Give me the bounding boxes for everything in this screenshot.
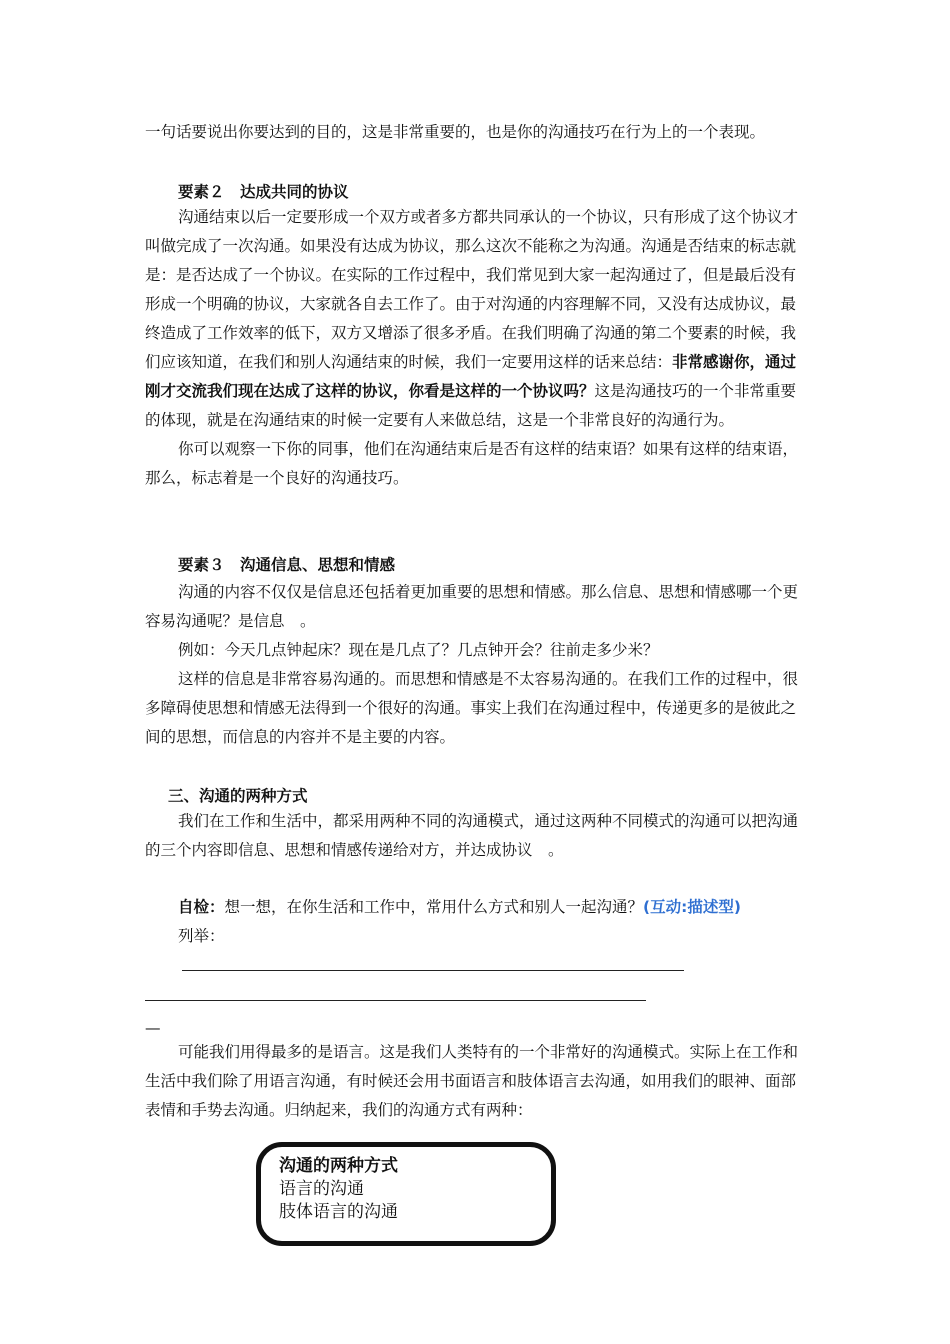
self-check-question: 想一想，在你生活和工作中，常用什么方式和别人一起沟通？ [224, 898, 644, 916]
section3-paragraph-1: 我们在工作和生活中，都采用两种不同的沟通模式，通过这两种不同模式的沟通可以把沟通的三个内容即信息、思想和情感传递给对方，并达成协议 。 [145, 812, 799, 859]
element3-paragraph-3: 这样的信息是非常容易沟通的。而思想和情感是不太容易沟通的。在我们工作的过程中，很多障碍使思想和情感无法得到一个很好的沟通。事实上我们在沟通过程中，传递更多的是彼此之间的思想，而信息的内容并不是主要的内容。 [145, 670, 799, 746]
self-check-question-line [145, 893, 810, 922]
self-check-label: 自检： [178, 898, 225, 916]
element2-p1-text-a: 沟通结束以后一定要形成一个双方或者多方都共同承认的一个协议，只有形成了这个协议才叫做完成了一次沟通。如果没有达成为协议，那么这次不能称之为沟通。沟通是否结束的标志就是：是否达成了一个协议。在实际的工作过程中，我们常见到大家一起沟通过了，但是最后没有形成一个明确的协议，大家就各自去工作了。由于对沟通的内容理解不同，又没有达成协议，最终造成了工作效率的低下，双方又增添了很多矛盾。在我们明确了沟通的第二个要素的时候，我们应该知道，在我们和别人沟通结束的时候，我们一定要用这样的话来总结： [145, 208, 799, 371]
element2-p1-bold: 非常感谢你，通过刚才交流我们现在达成了这样的协议，你看是这样的一个协议吗？ [145, 353, 797, 400]
box-title: 沟通的两种方式 [279, 1156, 398, 1176]
self-check [145, 893, 810, 951]
element2-body [145, 203, 810, 493]
section3-body [145, 807, 810, 865]
box-item-body-language: 肢体语言的沟通 [279, 1202, 398, 1222]
intro-paragraph [145, 118, 810, 147]
self-check-list-label: 列举： [178, 927, 225, 945]
box-item-verbal: 语言的沟通 [279, 1179, 364, 1199]
element2-paragraph-2: 你可以观察一下你的同事，他们在沟通结束后是否有这样的结束语？如果有这样的结束语，那么，标志着是一个良好的沟通技巧。 [145, 440, 799, 487]
element3-paragraph-2: 例如：今天几点钟起床？现在是几点了？几点钟开会？往前走多少米？ [178, 641, 659, 659]
two-methods-box [256, 1142, 556, 1246]
element3-body [145, 578, 810, 752]
answer-dash: — [145, 1019, 161, 1037]
conclusion-block [145, 1038, 810, 1125]
element3-paragraph-1: 沟通的内容不仅仅是信息还包括着更加重要的思想和情感。那么信息、思想和情感哪一个更容易沟通呢？是信息 。 [145, 583, 799, 630]
answer-line-2[interactable] [145, 1000, 646, 1001]
section3-heading: 三、沟通的两种方式 [168, 787, 308, 805]
answer-line-1[interactable] [182, 970, 684, 971]
element2-p1-text-b: 这是沟通技巧的一个非常重要的体现，就是在沟通结束的时候一定要有人来做总结，这是一个非常良好的沟通行为。 [145, 382, 797, 429]
self-check-interactive-tag: (互动:描述型) [643, 898, 741, 916]
element2-paragraph-1 [145, 203, 810, 435]
element2-heading: 要素２ 达成共同的协议 [178, 183, 349, 201]
conclusion-paragraph: 可能我们用得最多的是语言。这是我们人类特有的一个非常好的沟通模式。实际上在工作和生活中我们除了用语言沟通，有时候还会用书面语言和肢体语言去沟通，如用我们的眼神、面部表情和手势去沟通。归纳起来，我们的沟通方式有两种： [145, 1043, 799, 1119]
top-line: 一句话要说出你要达到的目的，这是非常重要的，也是你的沟通技巧在行为上的一个表现。 [145, 123, 766, 141]
element3-heading: 要素３ 沟通信息、思想和情感 [178, 556, 396, 574]
